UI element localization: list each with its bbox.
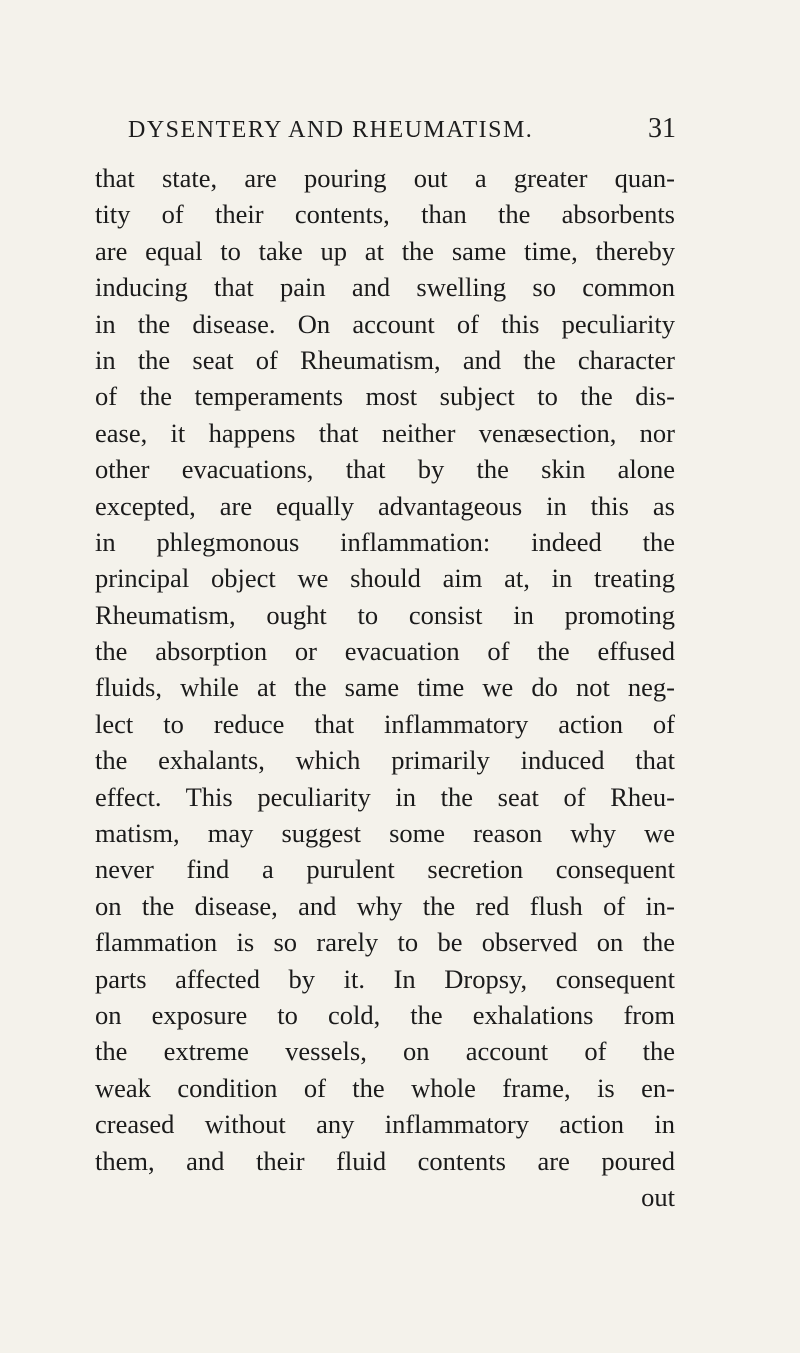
text-line: excepted, are equally advantageous in this as bbox=[95, 490, 675, 521]
text-line: the exhalants, which primarily induced that bbox=[95, 745, 675, 776]
text-line: creased without any inflammatory action in bbox=[95, 1109, 675, 1140]
body-text bbox=[95, 160, 675, 1215]
text-line: matism, may suggest some reason why we bbox=[95, 818, 675, 849]
text-line: ease, it happens that neither venæsection, nor bbox=[95, 417, 675, 448]
text-line: effect. This peculiarity in the seat of Rheu- bbox=[95, 781, 675, 812]
text-line: in the disease. On account of this peculiarity bbox=[95, 308, 675, 339]
running-title: DYSENTERY AND RHEUMATISM. bbox=[128, 117, 534, 143]
text-line: in phlegmonous inflammation: indeed the bbox=[95, 526, 675, 557]
page-number: 31 bbox=[648, 113, 676, 144]
text-line: flammation is so rarely to be observed on the bbox=[95, 927, 675, 958]
text-line: the extreme vessels, on account of the bbox=[95, 1036, 675, 1067]
text-line: parts affected by it. In Dropsy, consequent bbox=[95, 963, 675, 994]
text-line: on exposure to cold, the exhalations from bbox=[95, 999, 675, 1030]
text-line: fluids, while at the same time we do not neg- bbox=[95, 672, 675, 703]
catchword: out bbox=[641, 1181, 675, 1212]
text-line: tity of their contents, than the absorbents bbox=[95, 199, 675, 230]
text-line: principal object we should aim at, in treating bbox=[95, 563, 675, 594]
text-line: never find a purulent secretion consequent bbox=[95, 854, 675, 885]
running-head bbox=[128, 113, 688, 157]
text-line: in the seat of Rheumatism, and the character bbox=[95, 344, 675, 375]
text-line: on the disease, and why the red flush of in- bbox=[95, 890, 675, 921]
text-line: them, and their fluid contents are poured bbox=[95, 1145, 675, 1176]
text-line: Rheumatism, ought to consist in promoting bbox=[95, 599, 675, 630]
text-line: lect to reduce that inflammatory action of bbox=[95, 708, 675, 739]
text-line: that state, are pouring out a greater quan- bbox=[95, 163, 675, 193]
text-line: weak condition of the whole frame, is en- bbox=[95, 1072, 675, 1103]
text-line: the absorption or evacuation of the effused bbox=[95, 636, 675, 667]
text-line: inducing that pain and swelling so common bbox=[95, 272, 675, 303]
text-line: of the temperaments most subject to the dis- bbox=[95, 381, 675, 412]
text-line: are equal to take up at the same time, thereby bbox=[95, 235, 675, 266]
text-line: other evacuations, that by the skin alone bbox=[95, 454, 675, 485]
